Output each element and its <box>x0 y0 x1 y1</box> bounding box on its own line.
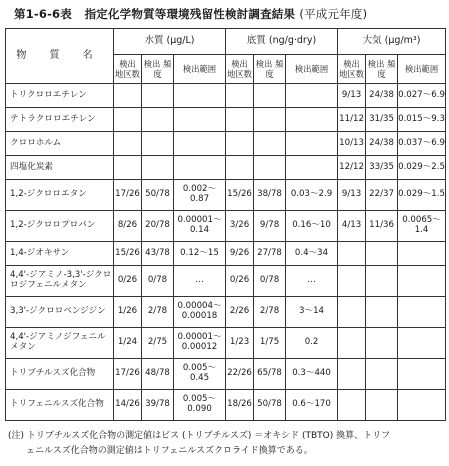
sediment-freq-cell: 38/78 <box>254 180 286 211</box>
water-freq-cell <box>142 108 174 132</box>
header-air: 大気 (μg/m³) <box>338 29 446 55</box>
table-row <box>6 242 446 266</box>
substance-name: 4,4'-ジアミノジフェニルメタン <box>6 328 114 359</box>
sediment-areas-cell <box>226 156 254 180</box>
water-freq-cell: 0/78 <box>142 266 174 297</box>
header-air-freq: 検出 頻度 <box>366 55 398 84</box>
air-freq-cell: 11/36 <box>366 211 398 242</box>
sediment-freq-cell: 1/75 <box>254 328 286 359</box>
water-freq-cell <box>142 132 174 156</box>
header-air-areas: 検出 地区数 <box>338 55 366 84</box>
air-freq-cell <box>366 266 398 297</box>
substance-name: 3,3'-ジクロロベンジジン <box>6 297 114 328</box>
header-water-range: 検出範囲 <box>174 55 226 84</box>
sediment-freq-cell <box>254 84 286 108</box>
air-range-cell <box>398 242 446 266</box>
footnote-line-2: ェニルスズ化合物の測定値はトリフェニルスズクロライド換算である。 <box>26 446 313 456</box>
water-freq-cell: 50/78 <box>142 180 174 211</box>
air-freq-cell: 33/35 <box>366 156 398 180</box>
sediment-freq-cell: 27/78 <box>254 242 286 266</box>
substance-name: 四塩化炭素 <box>6 156 114 180</box>
water-areas-cell: 14/26 <box>114 390 142 421</box>
air-range-cell <box>398 328 446 359</box>
air-freq-cell <box>366 390 398 421</box>
water-areas-cell <box>114 156 142 180</box>
air-range-cell <box>398 390 446 421</box>
water-range-cell: 0.005～ 0.090 <box>174 390 226 421</box>
substance-name: トリクロロエチレン <box>6 84 114 108</box>
water-areas-cell: 1/24 <box>114 328 142 359</box>
sediment-areas-cell <box>226 132 254 156</box>
water-areas-cell <box>114 84 142 108</box>
water-areas-cell: 1/26 <box>114 297 142 328</box>
water-range-cell <box>174 108 226 132</box>
sediment-range-cell: 3～14 <box>286 297 338 328</box>
water-areas-cell: 17/26 <box>114 359 142 390</box>
air-range-cell: 0.029～1.5 <box>398 180 446 211</box>
water-areas-cell: 17/26 <box>114 180 142 211</box>
sediment-areas-cell: 1/23 <box>226 328 254 359</box>
water-areas-cell <box>114 132 142 156</box>
substance-name: クロロホルム <box>6 132 114 156</box>
air-areas-cell <box>338 242 366 266</box>
footnote-line-1: (注) トリブチルスズ化合物の測定値はビス (トリブチルスズ) ＝オキシド (TBTO) 換算、トリフ <box>8 431 391 441</box>
header-sediment: 底質 (ng/g·dry) <box>226 29 338 55</box>
water-freq-cell: 48/78 <box>142 359 174 390</box>
water-range-cell <box>174 156 226 180</box>
substance-name: テトラクロロエチレン <box>6 108 114 132</box>
table-row <box>6 84 446 108</box>
air-freq-cell <box>366 328 398 359</box>
header-sediment-range: 検出範囲 <box>286 55 338 84</box>
air-areas-cell: 4/13 <box>338 211 366 242</box>
header-water: 水質 (μg/L) <box>114 29 226 55</box>
header-sediment-areas: 検出 地区数 <box>226 55 254 84</box>
water-freq-cell: 2/75 <box>142 328 174 359</box>
results-table <box>5 28 446 421</box>
sediment-range-cell: 0.6～170 <box>286 390 338 421</box>
sediment-areas-cell: 3/26 <box>226 211 254 242</box>
sediment-freq-cell: 0/78 <box>254 266 286 297</box>
sediment-areas-cell: 9/26 <box>226 242 254 266</box>
air-range-cell <box>398 359 446 390</box>
water-range-cell: 0.002～ 0.87 <box>174 180 226 211</box>
sediment-areas-cell: 22/26 <box>226 359 254 390</box>
table-row <box>6 108 446 132</box>
sediment-range-cell <box>286 132 338 156</box>
water-range-cell: … <box>174 266 226 297</box>
sediment-range-cell <box>286 156 338 180</box>
substance-name: 1,2-ジクロロプロパン <box>6 211 114 242</box>
table-row <box>6 328 446 359</box>
header-air-range: 検出範囲 <box>398 55 446 84</box>
sediment-areas-cell <box>226 108 254 132</box>
air-range-cell: 0.015～9.3 <box>398 108 446 132</box>
sediment-freq-cell <box>254 132 286 156</box>
water-freq-cell <box>142 84 174 108</box>
air-range-cell: 0.029～2.5 <box>398 156 446 180</box>
air-areas-cell <box>338 297 366 328</box>
sediment-areas-cell: 2/26 <box>226 297 254 328</box>
water-range-cell: 0.005～ 0.45 <box>174 359 226 390</box>
header-water-freq: 検出 頻度 <box>142 55 174 84</box>
table-row <box>6 211 446 242</box>
air-freq-cell: 22/37 <box>366 180 398 211</box>
substance-name: トリフェニルスズ化合物 <box>6 390 114 421</box>
water-range-cell <box>174 132 226 156</box>
sediment-range-cell: … <box>286 266 338 297</box>
air-areas-cell <box>338 266 366 297</box>
footnote <box>8 429 444 459</box>
air-freq-cell <box>366 359 398 390</box>
sediment-freq-cell: 65/78 <box>254 359 286 390</box>
air-range-cell: 0.027～6.9 <box>398 84 446 108</box>
header-row-groups <box>6 29 446 55</box>
table-row <box>6 180 446 211</box>
substance-name: 4,4'-ジアミノ-3,3'-ジクロロジフェニルメタン <box>6 266 114 297</box>
sediment-freq-cell: 2/78 <box>254 297 286 328</box>
sediment-freq-cell <box>254 156 286 180</box>
water-range-cell: 0.00001～ 0.14 <box>174 211 226 242</box>
sediment-range-cell: 0.4～34 <box>286 242 338 266</box>
air-range-cell <box>398 266 446 297</box>
sediment-areas-cell: 15/26 <box>226 180 254 211</box>
air-freq-cell: 24/38 <box>366 132 398 156</box>
air-range-cell: 0.0065～1.4 <box>398 211 446 242</box>
air-areas-cell <box>338 390 366 421</box>
sediment-freq-cell: 9/78 <box>254 211 286 242</box>
air-range-cell <box>398 297 446 328</box>
water-areas-cell: 15/26 <box>114 242 142 266</box>
sediment-freq-cell: 50/78 <box>254 390 286 421</box>
water-freq-cell: 2/78 <box>142 297 174 328</box>
sediment-areas-cell: 0/26 <box>226 266 254 297</box>
header-water-areas: 検出 地区数 <box>114 55 142 84</box>
title-text: 指定化学物質等環境残留性検討調査結果 <box>84 7 296 21</box>
sediment-range-cell: 0.3～440 <box>286 359 338 390</box>
title-year: (平成元年度) <box>299 7 368 21</box>
table-row <box>6 266 446 297</box>
air-areas-cell: 10/13 <box>338 132 366 156</box>
air-freq-cell <box>366 297 398 328</box>
table-row <box>6 390 446 421</box>
table-row <box>6 132 446 156</box>
header-sediment-freq: 検出 頻度 <box>254 55 286 84</box>
water-areas-cell <box>114 108 142 132</box>
header-substance: 物 質 名 <box>6 29 114 84</box>
table-row <box>6 156 446 180</box>
sediment-range-cell: 0.03～2.9 <box>286 180 338 211</box>
air-areas-cell: 11/12 <box>338 108 366 132</box>
water-freq-cell: 20/78 <box>142 211 174 242</box>
water-range-cell <box>174 84 226 108</box>
substance-name: トリブチルスズ化合物 <box>6 359 114 390</box>
table-id: 第1-6-6表 <box>14 7 72 21</box>
air-freq-cell: 31/35 <box>366 108 398 132</box>
air-areas-cell <box>338 359 366 390</box>
water-range-cell: 0.00001～ 0.00012 <box>174 328 226 359</box>
substance-name: 1,2-ジクロロエタン <box>6 180 114 211</box>
water-freq-cell: 39/78 <box>142 390 174 421</box>
air-freq-cell <box>366 242 398 266</box>
air-areas-cell <box>338 328 366 359</box>
sediment-areas-cell <box>226 84 254 108</box>
water-range-cell: 0.00004～ 0.00018 <box>174 297 226 328</box>
sediment-areas-cell: 18/26 <box>226 390 254 421</box>
table-row <box>6 359 446 390</box>
sediment-range-cell <box>286 84 338 108</box>
substance-name: 1,4-ジオキサン <box>6 242 114 266</box>
air-freq-cell: 24/38 <box>366 84 398 108</box>
water-freq-cell: 43/78 <box>142 242 174 266</box>
water-areas-cell: 0/26 <box>114 266 142 297</box>
air-areas-cell: 12/12 <box>338 156 366 180</box>
sediment-range-cell: 0.2 <box>286 328 338 359</box>
air-areas-cell: 9/13 <box>338 84 366 108</box>
water-freq-cell <box>142 156 174 180</box>
sediment-freq-cell <box>254 108 286 132</box>
air-range-cell: 0.037～6.9 <box>398 132 446 156</box>
air-areas-cell: 9/13 <box>338 180 366 211</box>
table-title <box>14 6 444 22</box>
water-areas-cell: 8/26 <box>114 211 142 242</box>
table-row <box>6 297 446 328</box>
sediment-range-cell: 0.16～10 <box>286 211 338 242</box>
sediment-range-cell <box>286 108 338 132</box>
water-range-cell: 0.12～15 <box>174 242 226 266</box>
